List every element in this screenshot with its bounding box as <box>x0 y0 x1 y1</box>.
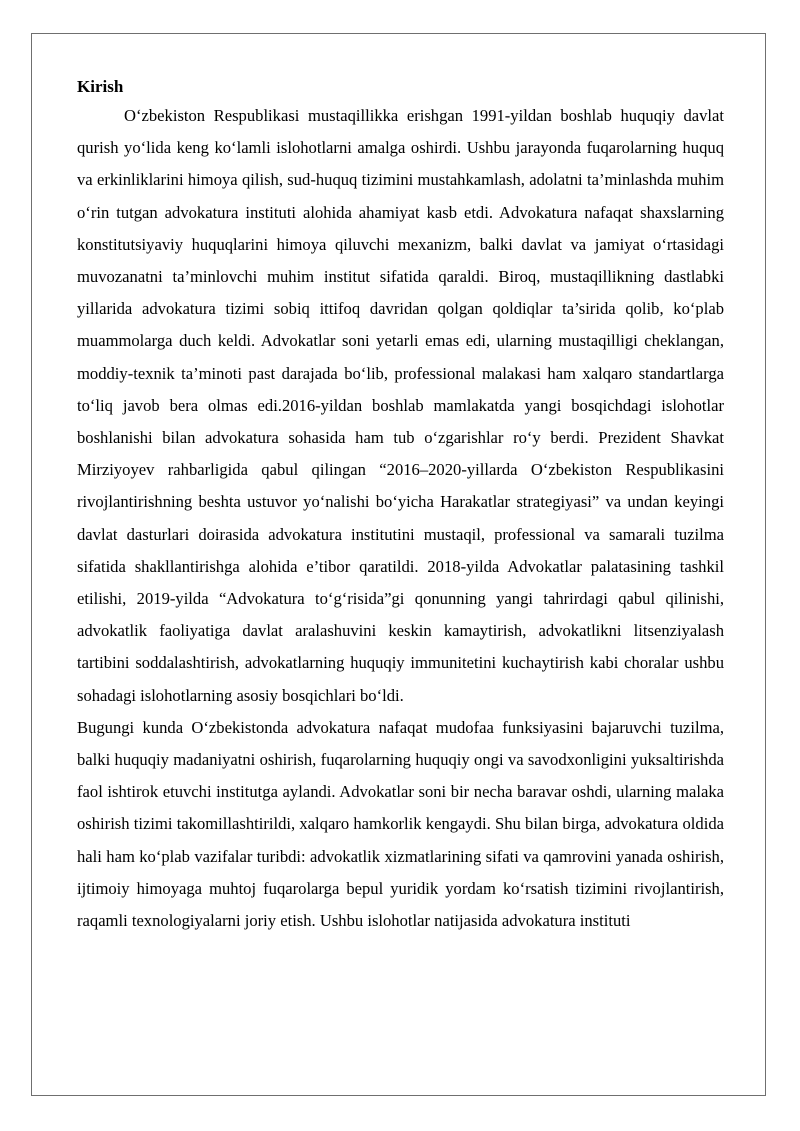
paragraph-current-state: Bugungi kunda O‘zbekistonda advokatura nafaqat mudofaa funksiyasini bajaruvchi tuzilma, balki huquqiy madaniyatni oshirish, fuqarolarning huquqiy ongi va savodxonligini yuksaltirishda faol ishtirok etuvchi institutga aylandi. Advokatlar soni bir necha baravar oshdi, ularning malaka oshirish tizimi takomillashtirildi, xalqaro hamkorlik kengaydi. Shu bilan birga, advokatura oldida hali ham ko‘plab vazifalar turibdi: advokatlik xizmatlarining sifati va qamrovini yanada oshirish, ijtimoiy himoyaga muhtoj fuqarolarga bepul yuridik yordam ko‘rsatish tizimini rivojlantirish, raqamli texnologiyalarni joriy etish. Ushbu islohotlar natijasida advokatura instituti <box>77 717 724 931</box>
document-body <box>77 74 724 937</box>
paragraph-intro: O‘zbekiston Respublikasi mustaqillikka erishgan 1991-yildan boshlab huquqiy davlat qurish yo‘lida keng ko‘lamli islohotlarni amalga oshirdi. Ushbu jarayonda fuqarolarning huquq va erkinliklarini himoya qilish, sud-huquq tizimini mustahkamlash, adolatni ta’minlashda muhim o‘rin tutgan advokatura instituti alohida ahamiyat kasb etdi. Advokatura nafaqat shaxslarning konstitutsiyaviy huquqlarini himoya qiluvchi mexanizm, balki davlat va jamiyat o‘rtasidagi muvozanatni ta’minlovchi muhim institut sifatida qaraldi. Biroq, mustaqillikning dastlabki yillarida advokatura tizimi sobiq ittifoq davridan qolgan qoldiqlar ta’sirida qolib, ko‘plab muammolarga duch keldi. Advokatlar soni yetarli emas edi, ularning mustaqilligi cheklangan, moddiy-texnik ta’minoti past darajada bo‘lib, professional malakasi ham xalqaro standartlarga to‘liq javob bera olmas edi.2016-yildan boshlab mamlakatda yangi bosqichdagi islohotlar boshlanishi bilan advokatura sohasida ham tub o‘zgarishlar ro‘y berdi. Prezident Shavkat Mirziyoyev rahbarligida qabul qilingan “2016–2020-yillarda O‘zbekiston Respublikasini rivojlantirishning beshta ustuvor yo‘nalishi bo‘yicha Harakatlar strategiyasi” va undan keyingi davlat dasturlari doirasida advokatura institutini mustaqil, professional va samarali tuzilma sifatida shakllantirishga alohida e’tibor qaratildi. 2018-yilda Advokatlar palatasining tashkil etilishi, 2019-yilda “Advokatura to‘g‘risida”gi qonunning yangi tahrirdagi qabul qilinishi, advokatlik faoliyatiga davlat aralashuvini keskin kamaytirish, advokatlikni litsenziyalash tartibini soddalashtirish, advokatlarning huquqiy immunitetini kuchaytirish kabi choralar ushbu sohadagi islohotlarning asosiy bosqichlari bo‘ldi. <box>77 106 724 705</box>
section-heading: Kirish <box>77 77 124 96</box>
